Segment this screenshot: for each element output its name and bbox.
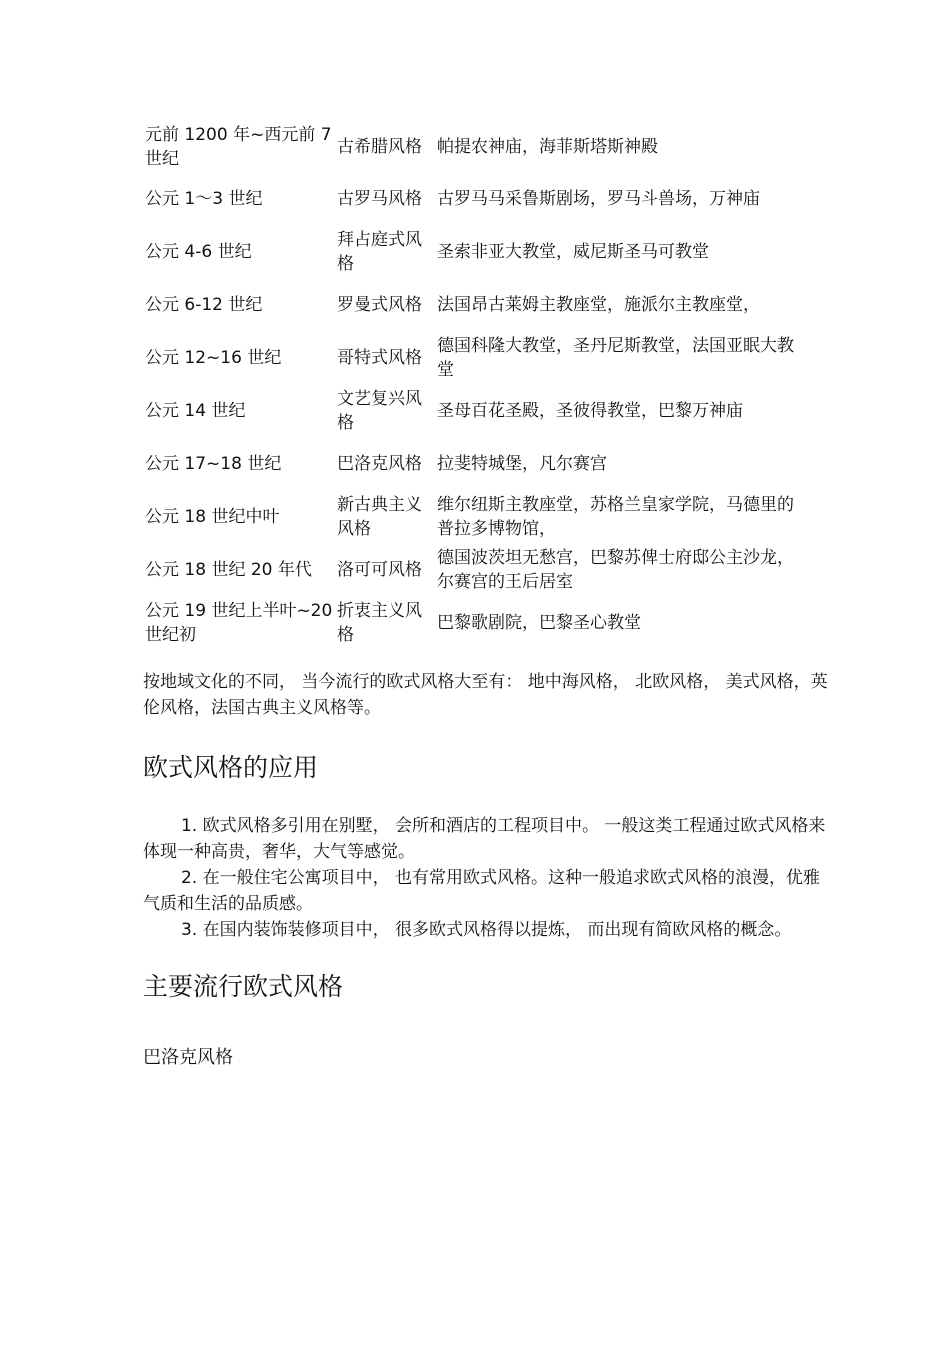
style-cell: 洛可可风格 <box>337 559 422 580</box>
examples-cell: 法国昂古莱姆主教座堂，施派尔主教座堂， <box>437 294 760 315</box>
period-cell: 公元 14 世纪 <box>145 400 246 421</box>
table-row <box>145 437 807 490</box>
regional-styles-summary: 按地域文化的不同， 当今流行的欧式风格大至有： 地中海风格， 北欧风格， 美式风格，英伦风格，法国古典主义风格等。 <box>143 672 828 718</box>
style-cell: 古希腊风格 <box>337 137 422 157</box>
examples-cell: 圣母百花圣殿，圣彼得教堂，巴黎万神庙 <box>437 400 743 421</box>
period-cell: 公元 12~16 世纪 <box>145 347 282 368</box>
table-row <box>145 490 807 543</box>
style-cell: 古罗马风格 <box>337 188 422 209</box>
period-cell: 公元 17~18 世纪 <box>145 453 282 474</box>
period-cell: 公元 18 世纪中叶 <box>145 506 280 527</box>
period-cell: 公元 4-6 世纪 <box>145 241 252 262</box>
period-cell: 元前 1200 年~西元前 7 世纪 <box>145 125 332 169</box>
style-cell: 折衷主义风格 <box>337 600 422 645</box>
style-cell: 文艺复兴风格 <box>337 388 422 433</box>
period-cell: 公元 6-12 世纪 <box>145 294 263 315</box>
list-item: 2. 在一般住宅公寓项目中， 也有常用欧式风格。这种一般追求欧式风格的浪漫，优雅气质和生活的品质感。 <box>143 868 821 914</box>
main-styles-section-title: 主要流行欧式风格 <box>143 972 344 1001</box>
table-row <box>145 384 807 437</box>
table-row <box>145 172 807 225</box>
examples-cell: 古罗马马采鲁斯剧场，罗马斗兽场，万神庙 <box>437 188 760 209</box>
application-section-title: 欧式风格的应用 <box>143 753 319 782</box>
examples-cell: 圣索非亚大教堂，威尼斯圣马可教堂 <box>437 241 709 262</box>
examples-cell: 维尔纽斯主教座堂，苏格兰皇家学院，马德里的普拉多博物馆， <box>437 494 794 539</box>
period-cell: 公元 1～3 世纪 <box>145 188 263 209</box>
examples-cell: 拉斐特城堡，凡尔赛宫 <box>437 453 607 474</box>
style-cell: 哥特式风格 <box>337 347 422 368</box>
table-row <box>145 331 807 384</box>
examples-cell: 德国科隆大教堂，圣丹尼斯教堂，法国亚眠大教堂 <box>437 335 794 380</box>
style-cell: 罗曼式风格 <box>337 294 422 315</box>
table-row <box>145 278 807 331</box>
table-row <box>145 543 807 596</box>
style-history-table <box>145 122 807 649</box>
list-item: 3. 在国内装饰装修项目中， 很多欧式风格得以提炼， 而出现有简欧风格的概念。 <box>181 920 792 940</box>
examples-cell: 巴黎歌剧院，巴黎圣心教堂 <box>437 612 641 633</box>
list-item: 1. 欧式风格多引用在别墅， 会所和酒店的工程项目中。 一般这类工程通过欧式风格来体现一种高贵，奢华，大气等感觉。 <box>143 816 826 862</box>
style-cell: 拜占庭式风格 <box>337 229 422 274</box>
examples-cell: 德国波茨坦无愁宫，巴黎苏俾士府邸公主沙龙，尔赛宫的王后居室 <box>437 547 794 592</box>
table-row <box>145 122 807 172</box>
table-row <box>145 225 807 278</box>
baroque-subheading: 巴洛克风格 <box>143 1047 233 1068</box>
table-row <box>145 596 807 649</box>
style-cell: 巴洛克风格 <box>337 453 422 474</box>
application-list <box>143 813 828 943</box>
period-cell: 公元 18 世纪 20 年代 <box>145 559 312 580</box>
examples-cell: 帕提农神庙，海菲斯塔斯神殿 <box>437 137 658 157</box>
period-cell: 公元 19 世纪上半叶~20 世纪初 <box>145 600 333 645</box>
style-cell: 新古典主义风格 <box>337 494 422 539</box>
